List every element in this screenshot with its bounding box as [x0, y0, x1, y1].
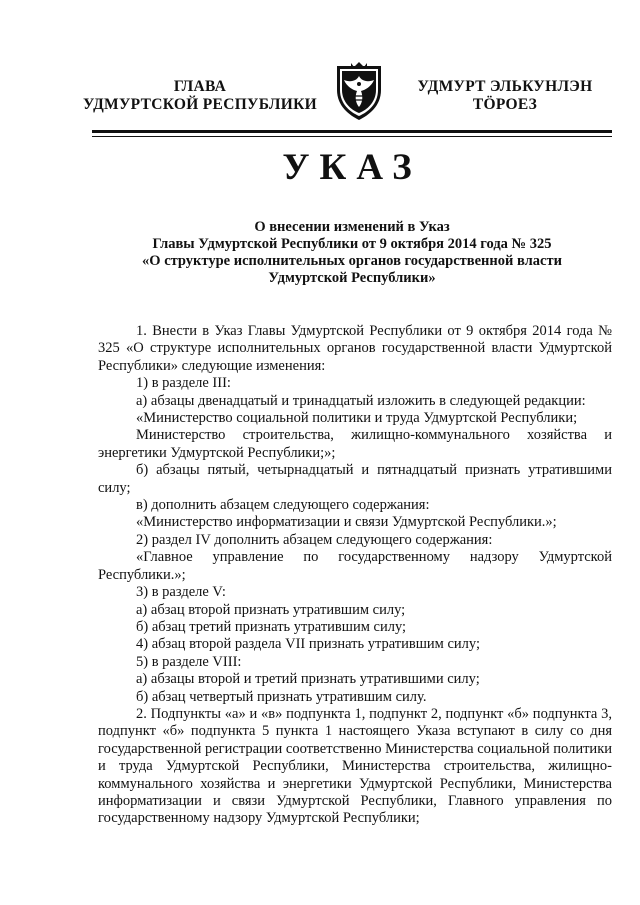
paragraph: 1) в разделе III:	[136, 375, 231, 392]
document-body	[98, 323, 612, 828]
paragraph: «Министерство социальной политики и труда Удмуртской Республики;	[136, 410, 578, 427]
document-subject	[92, 219, 612, 287]
paragraph: 1. Внести в Указ Главы Удмуртской Республики от 9 октября 2014 года № 325 «О структуре исполнительных органов государственной власти Удмуртской Республики» следующие изменения:	[98, 323, 612, 374]
paragraph: а) абзацы второй и третий признать утратившими силу;	[136, 671, 480, 688]
subject-line: «О структуре исполнительных органов государственной власти	[142, 253, 562, 269]
header-right-line1: УДМУРТ ЭЛЬКУНЛЭН	[417, 78, 593, 95]
paragraph: а) абзац второй признать утратившим силу;	[136, 601, 406, 618]
paragraph: 3) в разделе V:	[136, 584, 226, 601]
paragraph: 5) в разделе VIII:	[136, 653, 242, 670]
paragraph: 4) абзац второй раздела VII признать утратившим силу;	[136, 636, 480, 653]
header-left-line1: ГЛАВА	[173, 78, 227, 95]
paragraph: «Главное управление по государственному надзору Удмуртской Республики.»;	[98, 549, 612, 583]
paragraph: б) абзацы пятый, четырнадцатый и пятнадцатый признать утратившими силу;	[98, 462, 612, 496]
paragraph: б) абзац четвертый признать утратившим силу.	[136, 688, 427, 705]
header-rule-thick	[92, 130, 612, 133]
paragraph: Министерство строительства, жилищно-коммунального хозяйства и энергетики Удмуртской Республики;»;	[98, 427, 612, 461]
paragraph: 2) раздел IV дополнить абзацем следующего содержания:	[136, 531, 493, 548]
header-left-line2: УДМУРТСКОЙ РЕСПУБЛИКИ	[82, 96, 317, 113]
coat-of-arms-icon	[331, 60, 387, 122]
paragraph: а) абзацы двенадцатый и тринадцатый изложить в следующей редакции:	[136, 392, 586, 409]
subject-line: Главы Удмуртской Республики от 9 октября 2014 года № 325	[152, 236, 552, 252]
paragraph: «Министерство информатизации и связи Удмуртской Республики.»;	[136, 514, 557, 531]
header-left	[80, 78, 320, 114]
header-rule-thin	[92, 136, 612, 137]
paragraph: 2. Подпункты «а» и «в» подпункта 1, подпункт 2, подпункт «б» подпункта 3, подпункт «б» подпункта 5 пункта 1 настоящего Указа вступают в силу со дня государственной регистрации соответственно Министерства социальной политики и труда Удмуртской Республики, Министерства строительства, жилищно-коммунального хозяйства и энергетики Удмуртской Республики, Министерства информатизации и связи Удмуртской Республики, Главного управления по государственному надзору Удмуртской Республики;	[98, 705, 612, 827]
subject-line: Удмуртской Республики»	[268, 270, 436, 286]
header-right-line2: ТӦРОЕЗ	[472, 96, 538, 113]
paragraph: в) дополнить абзацем следующего содержания:	[136, 497, 430, 514]
document-title: УКАЗ	[282, 147, 422, 188]
subject-line: О внесении изменений в Указ	[254, 219, 450, 235]
paragraph: б) абзац третий признать утратившим силу;	[136, 618, 407, 635]
header-right	[400, 78, 610, 114]
